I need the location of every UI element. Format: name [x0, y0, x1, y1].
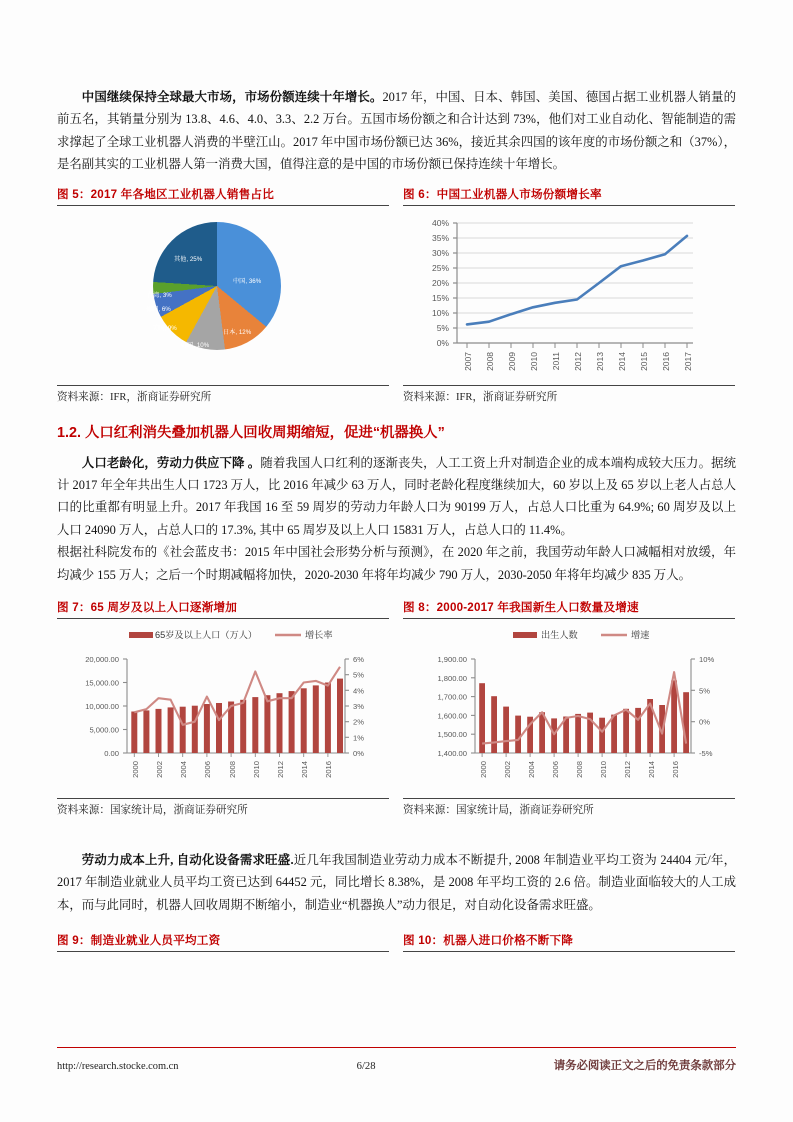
x-tick-2016: 2016: [671, 761, 680, 778]
figure-10: [403, 932, 735, 956]
figure-7-source: 资料来源：国家统计局，浙商证券研究所: [57, 798, 389, 817]
x-tick-2000: 2000: [131, 761, 140, 778]
y-left-tick-1500: 1,500.00: [437, 730, 467, 740]
y-left-tick-1700: 1,700.00: [437, 692, 467, 702]
pie-label-china: 中国, 36%: [233, 277, 262, 285]
paragraph-body-1: 2017 年，中国、日本、韩国、美国、德国占据工业机器人销量的前五名，其销量分别为 13.8、4.6、4.0、3.3、2.2 万台。五国市场份额之和合计达到 73%，他们对工业自动化、智能制造的需求撑起了全球工业机器人消费的半壁江山。2017 年中国市场份额已达 36%，接近其余四国的该年度的市场份额之和（37%），是名副其实的工业机器人第一消费大国，值得注意的是中国的市场份额已保持连续十年增长。: [57, 90, 736, 172]
x-tick-2014: 2014: [647, 761, 656, 778]
figure-6-title: 图 6：中国工业机器人市场份额增长率: [403, 187, 602, 201]
figure-9: [57, 932, 389, 956]
x-tick-2009: 2009: [507, 351, 517, 371]
figure-7-chart: [57, 623, 389, 798]
y-tick-30: 30%: [431, 247, 449, 258]
x-tick-2004: 2004: [527, 761, 536, 778]
x-tick-2006: 2006: [203, 761, 212, 778]
y-tick-10: 10%: [431, 307, 449, 318]
paragraph-labor-cost: [57, 849, 736, 916]
y-tick-5: 5%: [436, 322, 449, 333]
line-series-growth: [467, 236, 687, 325]
legend-label-bars: 65岁及以上人口（万人）: [155, 630, 258, 641]
line-chart-market-share-growth: [403, 210, 735, 385]
y-left-tick-10000: 10,000.00: [85, 702, 119, 712]
x-tick-2007: 2007: [463, 351, 473, 371]
figure-7: [57, 599, 389, 817]
y-left-tick-1800: 1,800.00: [437, 673, 467, 683]
x-tick-2017: 2017: [683, 351, 693, 371]
combo-chart-65plus-population: [57, 623, 389, 798]
x-tick-2014: 2014: [300, 761, 309, 778]
figure-7-rule: [57, 618, 389, 619]
legend-label-bars: 出生人数: [541, 630, 578, 641]
figure-10-rule: [403, 951, 735, 952]
x-tick-2012: 2012: [623, 761, 632, 778]
y-left-tick-20000: 20,000.00: [85, 655, 119, 665]
x-tick-2014: 2014: [617, 351, 627, 371]
x-tick-2016: 2016: [661, 351, 671, 371]
y-left-tick-1400: 1,400.00: [437, 749, 467, 759]
y-right-tick-0: 0%: [699, 717, 710, 727]
x-tick-2012: 2012: [276, 761, 285, 778]
figure-5: [57, 186, 389, 404]
figure-5-rule: [57, 205, 389, 206]
figure-8: [403, 599, 735, 817]
y-tick-20: 20%: [431, 277, 449, 288]
y-right-tick-10: 10%: [699, 655, 715, 665]
x-tick-2015: 2015: [639, 351, 649, 371]
figure-8-source: 资料来源：国家统计局，浙商证券研究所: [403, 798, 735, 817]
y-left-tick-1900: 1,900.00: [437, 655, 467, 665]
x-tick-2008: 2008: [228, 761, 237, 778]
x-tick-2008: 2008: [485, 351, 495, 371]
figure-row-5-6: [57, 186, 736, 404]
y-left-tick-0: 0.00: [104, 749, 119, 759]
page-footer: [57, 1047, 736, 1073]
y-right-tick-2: 2%: [353, 717, 364, 727]
x-tick-2016: 2016: [324, 761, 333, 778]
x-tick-2010: 2010: [529, 351, 539, 371]
y-right-tick-4: 4%: [353, 686, 364, 696]
paragraph-aging: [57, 452, 736, 542]
y-left-tick-15000: 15,000.00: [85, 678, 119, 688]
pie-label-other: 其他, 25%: [174, 255, 203, 263]
bar-series-65plus: [131, 679, 343, 753]
legend-label-line: 增速: [631, 630, 650, 641]
figure-row-9-10: [57, 932, 736, 956]
paragraph-lead-4: 劳动力成本上升, 自动化设备需求旺盛.: [81, 853, 294, 868]
figure-6-rule: [403, 205, 735, 206]
figure-8-chart: [403, 623, 735, 798]
x-tick-2011: 2011: [551, 351, 561, 370]
y-right-tick-5: 5%: [699, 686, 710, 696]
paragraph-market-share: [57, 86, 736, 176]
line-series-growth-rate: [134, 667, 340, 725]
y-right-tick-neg5: -5%: [699, 749, 713, 759]
pie-label-japan: 日本, 12%: [223, 328, 252, 336]
paragraph-body-4: 近几年我国制造业劳动力成本不断提升, 2008 年制造业平均工资为 24404 元/年，2017 年制造业就业人员平均工资已达到 64452 元，同比增长 8.38%，是 2008 年平均工资的 2.6 倍。制造业面临较大的人工成本，而与此同时，机器人回收周期不断缩小，制造业“机器换人”动力很足，对自动化设备需求旺盛。: [57, 853, 736, 912]
pie-label-usa: 美国, 9%: [152, 324, 177, 332]
legend-swatch-bars: [129, 632, 153, 638]
y-right-tick-6: 6%: [353, 655, 364, 665]
x-tick-2012: 2012: [573, 351, 583, 371]
x-tick-2004: 2004: [179, 761, 188, 778]
section-heading-1-2: 1.2. 人口红利消失叠加机器人回收周期缩短，促进“机器换人”: [57, 424, 445, 441]
y-left-tick-5000: 5,000.00: [89, 725, 119, 735]
footer-url[interactable]: http://research.stocke.com.cn: [57, 1061, 179, 1072]
paragraph-bluebook: 根据社科院发布的《社会蓝皮书：2015 年中国社会形势分析与预测》，在 2020 年之前，我国劳动年龄人口减幅相对放缓，年均减少 155 万人；之后一个时期减幅将加快，2020-2030 年将年均减少 790 万人，2030-2050 年将年均减少 835 万人。: [57, 545, 736, 582]
x-tick-2002: 2002: [155, 761, 164, 778]
line-series-birth-growth: [482, 672, 686, 744]
figure-9-rule: [57, 951, 389, 952]
figure-10-title: 图 10：机器人进口价格不断下降: [403, 934, 574, 948]
y-right-tick-3: 3%: [353, 702, 364, 712]
figure-7-title: 图 7：65 周岁及以上人口逐渐增加: [57, 601, 238, 615]
y-right-tick-1: 1%: [353, 733, 364, 743]
figure-9-title: 图 9：制造业就业人员平均工资: [57, 934, 221, 948]
figure-row-7-8: [57, 599, 736, 817]
paragraph-lead-1: 中国继续保持全球最大市场，市场份额连续十年增长。: [81, 90, 383, 104]
y-left-tick-1600: 1,600.00: [437, 711, 467, 721]
legend-swatch-bars: [513, 632, 537, 638]
figure-5-title: 图 5：2017 年各地区工业机器人销售占比: [57, 187, 274, 201]
pie-label-korea: 韩国, 10%: [181, 341, 210, 349]
x-tick-2010: 2010: [252, 761, 261, 778]
footer-page-number: 6/28: [356, 1061, 376, 1072]
y-right-tick-5: 5%: [353, 670, 364, 680]
figure-6-chart: [403, 210, 735, 385]
x-tick-2008: 2008: [575, 761, 584, 778]
pie-label-taiwan: 台湾, 3%: [147, 291, 172, 299]
y-right-tick-0: 0%: [353, 749, 364, 759]
x-tick-2002: 2002: [503, 761, 512, 778]
figure-6-source: 资料来源：IFR，浙商证券研究所: [403, 385, 735, 404]
y-tick-25: 25%: [431, 262, 449, 273]
x-tick-2006: 2006: [551, 761, 560, 778]
figure-5-source: 资料来源：IFR，浙商证券研究所: [57, 385, 389, 404]
x-tick-2013: 2013: [595, 351, 605, 371]
y-tick-40: 40%: [431, 217, 449, 228]
x-tick-2010: 2010: [599, 761, 608, 778]
y-tick-0: 0%: [436, 337, 449, 348]
paragraph-lead-2: 人口老龄化，劳动力供应下降 。: [81, 455, 261, 470]
combo-chart-births: [403, 623, 735, 798]
page-content: [57, 0, 736, 956]
figure-8-title: 图 8：2000-2017 年我国新生人口数量及增速: [403, 601, 639, 615]
y-tick-35: 35%: [431, 232, 449, 243]
footer-disclaimer: 请务必阅读正文之后的免责条款部分: [553, 1060, 736, 1072]
paragraph-body-2: 随着我国人口红利的逐渐丧失，人工工资上升对制造企业的成本端构成较大压力。据统计 2017 年全年共出生人口 1723 万人，比 2016 年减少 63 万人，同时老龄化程度继续加大，60 岁以上及 65 岁以上老人占总人口的比重都有明显上升。2017 年我国 16 至 59 周岁的劳动力年龄人口为 90199 万人，占总人口比重为 64.9%; 60 周岁及以上人口 24090 万人，占总人口的 17.3%, 其中 65 周岁及以上人口 15831 万人，占总人口的 11.4%。: [57, 455, 736, 537]
figure-6: [403, 186, 735, 404]
y-tick-15: 15%: [431, 292, 449, 303]
figure-8-rule: [403, 618, 735, 619]
pie-label-germany: 德国, 6%: [146, 305, 171, 313]
figure-5-chart: [57, 210, 389, 385]
legend-label-line: 增长率: [305, 630, 333, 641]
x-tick-2000: 2000: [479, 761, 488, 778]
